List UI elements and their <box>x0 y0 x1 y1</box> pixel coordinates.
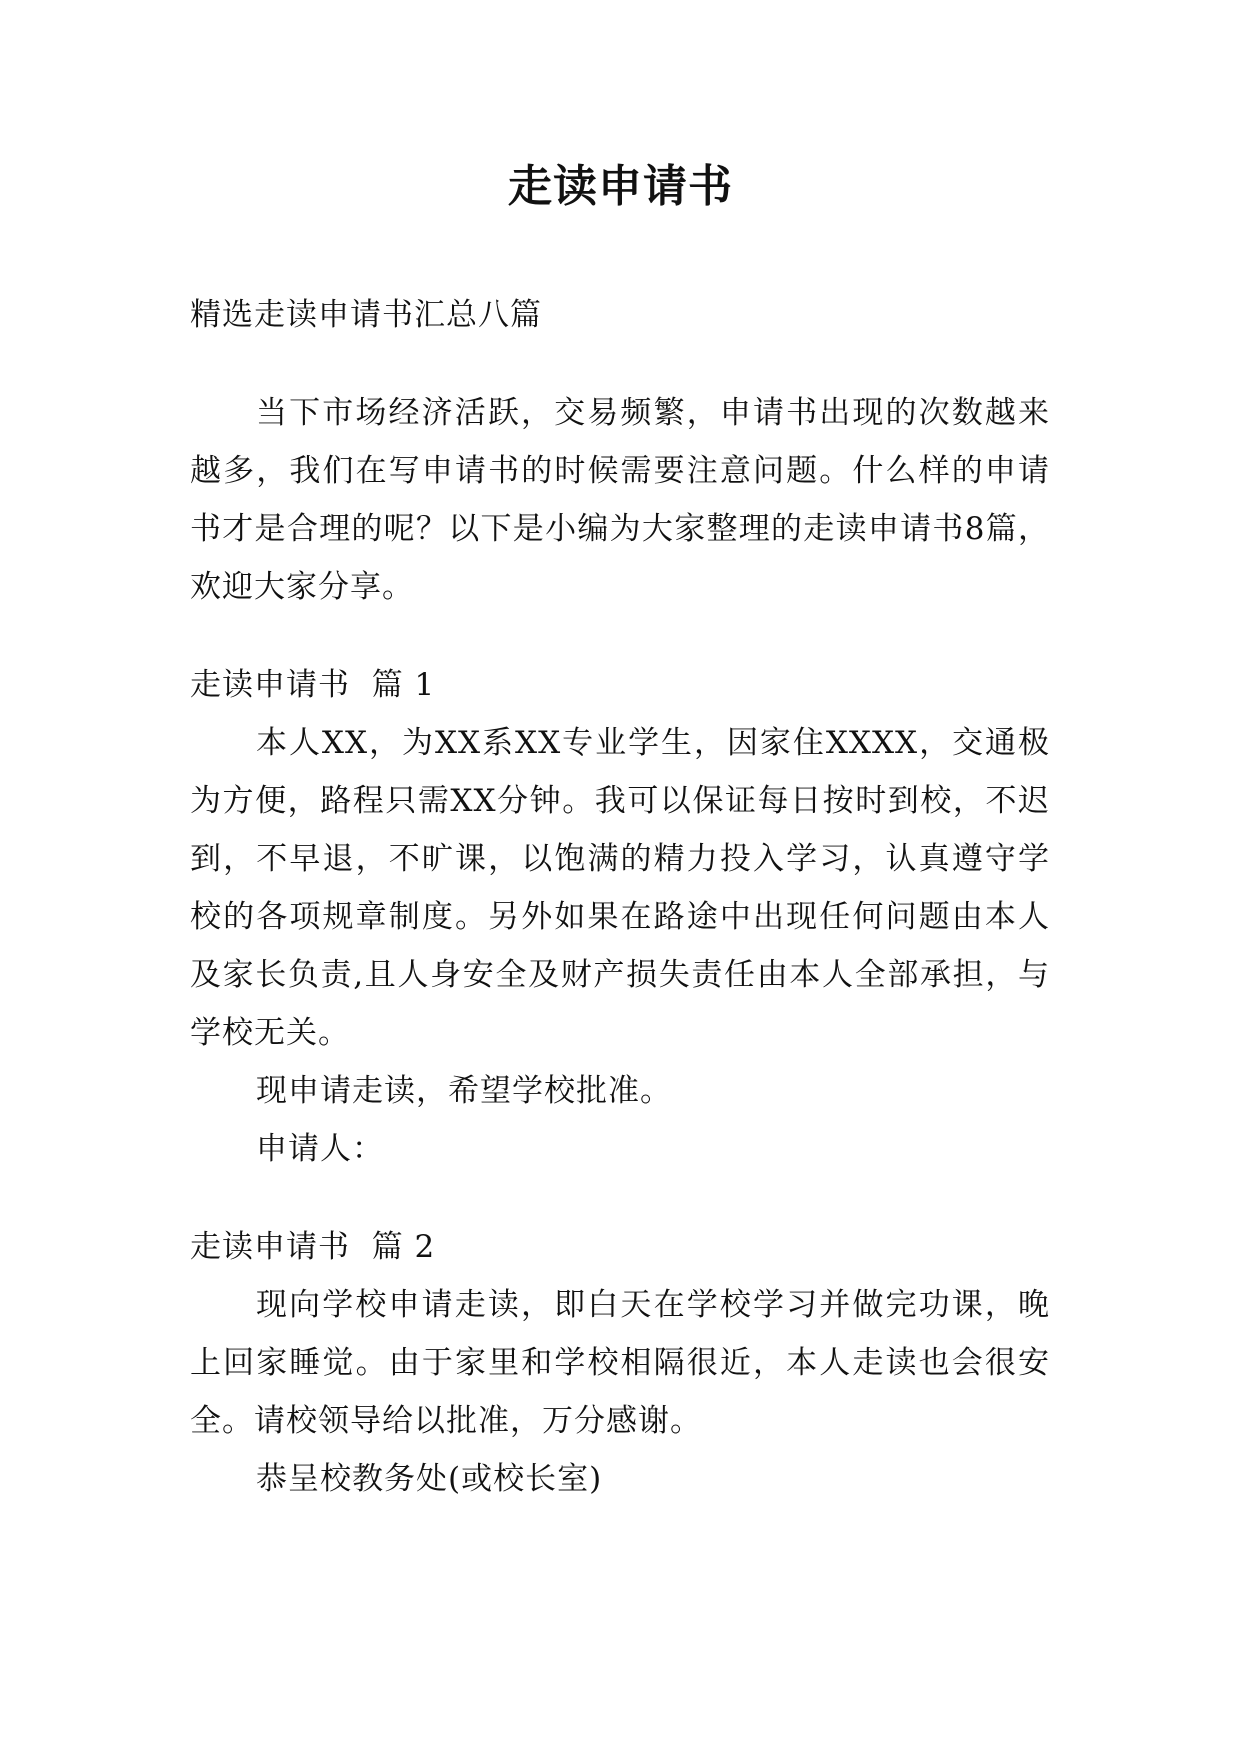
request-line: 现申请走读，希望学校批准。 <box>256 1073 672 1109</box>
spacer <box>190 344 1050 384</box>
section-paragraph: 现向学校申请走读，即白天在学校学习并做完功课，晚上回家睡觉。由于家里和学校相隔很近，本人走读也会很安全。请校领导给以批准，万分感谢。 <box>190 1287 1050 1439</box>
closing-line: 恭呈校教务处(或校长室) <box>256 1461 603 1497</box>
spacer <box>190 1178 1050 1218</box>
intro-paragraph: 当下市场经济活跃，交易频繁，申请书出现的次数越来越多，我们在写申请书的时候需要注意问题。什么样的申请书才是合理的呢？以下是小编为大家整理的走读申请书8篇，欢迎大家分享。 <box>190 395 1050 605</box>
section-heading: 走读申请书 篇 1 <box>190 667 436 703</box>
document-body <box>190 286 1050 1508</box>
document-title: 走读申请书 <box>508 161 733 212</box>
section-paragraph: 本人XX，为XX系XX专业学生，因家住XXXX，交通极为方便，路程只需XX分钟。我可以保证每日按时到校，不迟到，不早退，不旷课，以饱满的精力投入学习，认真遵守学校的各项规章制度。另外如果在路途中出现任何问题由本人及家长负责,且人身安全及财产损失责任由本人全部承担，与学校无关。 <box>190 725 1050 1051</box>
spacer <box>190 616 1050 656</box>
document-subtitle: 精选走读申请书汇总八篇 <box>190 297 542 333</box>
section-heading: 走读申请书 篇 2 <box>190 1229 436 1265</box>
applicant-line: 申请人： <box>256 1131 384 1167</box>
